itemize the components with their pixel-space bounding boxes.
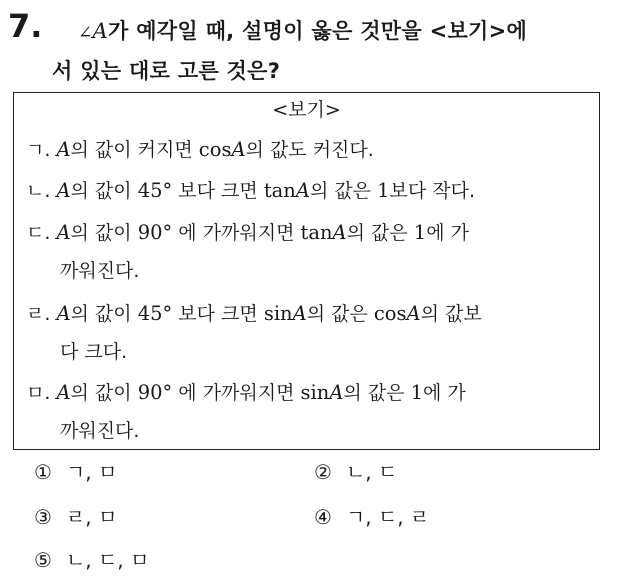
bogi-box	[13, 92, 600, 450]
statement-text: 보다 작다.	[389, 180, 476, 202]
statement-line	[26, 374, 596, 412]
bogi-title: <보기>	[272, 99, 341, 121]
statement-text: 의 값은	[346, 222, 414, 244]
statement-giyeok	[26, 131, 596, 169]
question-number: 7.	[8, 7, 43, 45]
statement-marker: ㄱ.	[26, 139, 57, 161]
statement-line	[26, 172, 596, 210]
math-term: A	[56, 138, 71, 161]
statement-text: 의 값도 커진다.	[245, 139, 374, 161]
statement-continuation: 까워진다.	[60, 420, 140, 442]
angle-symbol: ∠	[78, 23, 93, 43]
statement-text: 에 가까워지면	[172, 222, 301, 244]
math-term: A	[56, 381, 71, 404]
statement-line	[26, 295, 596, 333]
math-term: 45°	[137, 179, 173, 202]
choice-1-text: ㄱ, ㅁ	[65, 460, 118, 484]
choice-3-text: ㄹ, ㅁ	[65, 505, 118, 529]
math-term: 1	[413, 221, 427, 244]
statement-text: 의 값이	[70, 180, 138, 202]
statement-text: 의 값이	[70, 382, 138, 404]
choice-5-number: ⑤	[34, 548, 52, 572]
choice-2[interactable]	[314, 458, 397, 486]
math-term: A	[329, 381, 344, 404]
math-term: A	[295, 179, 310, 202]
statement-text: 의 값이 커지면	[70, 139, 199, 161]
statement-text: 보다 크면	[172, 303, 264, 325]
choice-4[interactable]	[314, 503, 429, 531]
question-line-1	[52, 12, 612, 52]
statement-digeut	[26, 214, 596, 290]
statement-line	[26, 131, 596, 169]
choice-5[interactable]	[34, 546, 149, 574]
statement-rieul	[26, 295, 596, 371]
math-term: sin	[300, 381, 330, 404]
choice-1[interactable]	[34, 458, 117, 486]
math-term: 45°	[137, 302, 173, 325]
math-term: 1	[377, 179, 390, 202]
statement-text: 의 값이	[70, 222, 138, 244]
math-term: A	[292, 302, 307, 325]
statement-line	[26, 214, 596, 252]
question-line-2: 서 있는 대로 고른 것은?	[52, 59, 281, 83]
choice-3-number: ③	[34, 505, 52, 529]
statement-continuation: 까워진다.	[60, 260, 140, 282]
statement-text: 의 값은	[343, 382, 411, 404]
statement-text: 보다 크면	[172, 180, 264, 202]
math-term: cos	[198, 138, 232, 161]
math-term: A	[56, 179, 71, 202]
statement-text: 에 가	[423, 382, 466, 404]
math-term: A	[332, 221, 347, 244]
statement-nieun	[26, 172, 596, 210]
math-term: A	[231, 138, 246, 161]
math-term: cos	[373, 302, 407, 325]
math-term: sin	[263, 302, 293, 325]
choice-5-text: ㄴ, ㄷ, ㅁ	[65, 548, 150, 572]
statement-marker: ㅁ.	[26, 382, 57, 404]
statement-text: 의 값은	[309, 180, 378, 202]
math-term: tan	[300, 221, 333, 244]
statement-text: 에 가까워지면	[172, 382, 301, 404]
math-term: A	[56, 302, 71, 325]
angle-variable: A	[92, 19, 109, 43]
question-stem	[52, 12, 612, 90]
statement-marker: ㄹ.	[26, 303, 57, 325]
choice-2-text: ㄴ, ㄷ	[345, 460, 398, 484]
choice-1-number: ①	[34, 460, 52, 484]
math-term: 90°	[137, 381, 173, 404]
choice-4-text: ㄱ, ㄷ, ㄹ	[345, 505, 430, 529]
math-term: A	[406, 302, 421, 325]
statement-mieum	[26, 374, 596, 450]
statement-text: 의 값은	[306, 303, 374, 325]
statement-text: 의 값보	[420, 303, 482, 325]
math-term: 90°	[137, 221, 173, 244]
choice-4-number: ④	[314, 505, 332, 529]
question-line-1-text: 가 예각일 때, 설명이 옳은 것만을 <보기>에	[108, 19, 528, 43]
statement-continuation: 다 크다.	[60, 341, 128, 363]
math-term: tan	[263, 179, 296, 202]
statement-marker: ㄷ.	[26, 222, 57, 244]
statement-marker: ㄴ.	[26, 180, 57, 202]
math-term: A	[56, 221, 71, 244]
math-term: 1	[410, 381, 423, 404]
choice-2-number: ②	[314, 460, 332, 484]
statement-text: 의 값이	[70, 303, 138, 325]
statement-text: 에 가	[426, 222, 469, 244]
choice-3[interactable]	[34, 503, 117, 531]
